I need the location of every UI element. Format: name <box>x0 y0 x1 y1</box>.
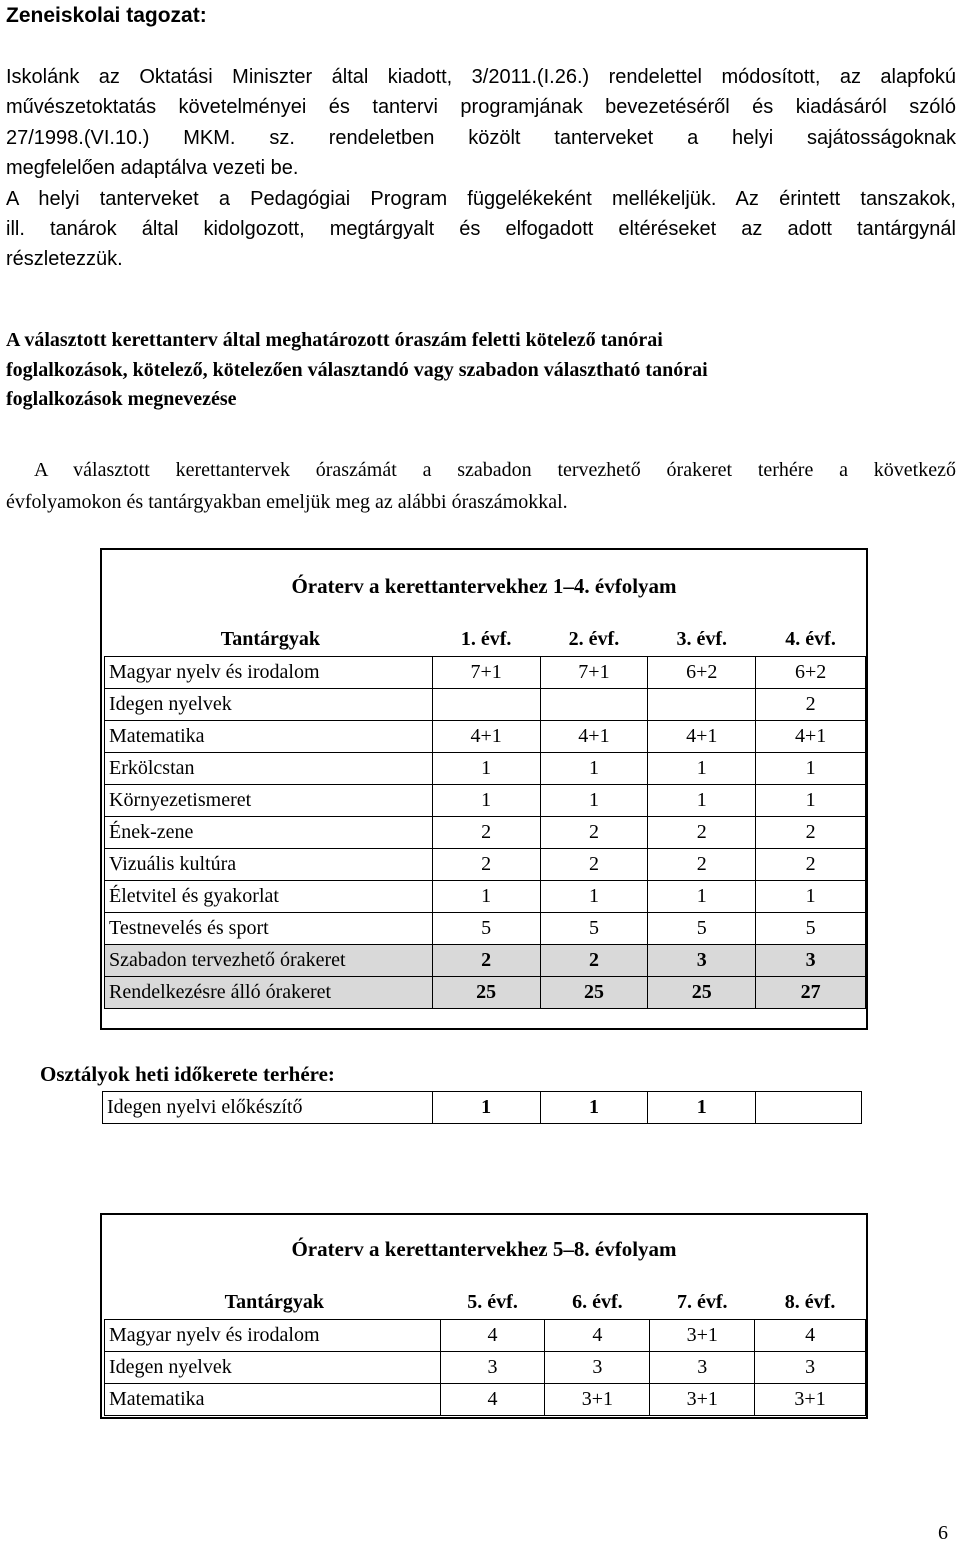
table-row <box>105 1383 866 1415</box>
table-row <box>105 1351 866 1383</box>
hours-cell: 4 <box>440 1319 545 1351</box>
hours-cell: 7+1 <box>540 656 648 688</box>
table-row <box>105 784 866 816</box>
hours-cell: 3 <box>648 944 756 976</box>
intro-line: A helyi tanterveket a Pedagógiai Program függelékeként mellékeljük. Az érintett tanszakok, <box>6 187 956 210</box>
hours-cell: 1 <box>432 1092 540 1124</box>
hours-cell <box>432 688 540 720</box>
hours-cell: 4 <box>440 1383 545 1415</box>
bold-paragraph <box>6 326 956 415</box>
hours-cell: 3 <box>755 1351 866 1383</box>
subject-cell: Környezetismeret <box>105 784 433 816</box>
table-row <box>105 656 866 688</box>
column-header-grade: 4. évf. <box>756 624 866 656</box>
page-number: 6 <box>938 1522 948 1544</box>
column-header-grade: 2. évf. <box>540 624 648 656</box>
hours-cell: 1 <box>756 784 866 816</box>
column-header-grade: 8. évf. <box>755 1287 866 1319</box>
hours-cell: 2 <box>540 944 648 976</box>
hours-cell: 3+1 <box>755 1383 866 1415</box>
hours-cell <box>540 688 648 720</box>
subject-cell: Életvitel és gyakorlat <box>105 880 433 912</box>
hours-cell: 2 <box>540 816 648 848</box>
column-header-grade: 1. évf. <box>432 624 540 656</box>
table-row <box>105 912 866 944</box>
hours-cell: 4+1 <box>648 720 756 752</box>
hours-cell: 1 <box>648 752 756 784</box>
table1-title: Óraterv a kerettantervekhez 1–4. évfolyam <box>291 574 677 598</box>
subject-cell: Matematika <box>105 1383 441 1415</box>
table2-title: Óraterv a kerettantervekhez 5–8. évfolyam <box>291 1237 677 1261</box>
table-row <box>105 976 866 1008</box>
column-header-grade: 5. évf. <box>440 1287 545 1319</box>
hours-cell: 4 <box>755 1319 866 1351</box>
table1-grid <box>104 624 866 1009</box>
hours-cell: 25 <box>432 976 540 1008</box>
hours-paragraph <box>6 455 956 518</box>
intro-line: 27/1998.(VI.10.) MKM. sz. rendeletben közölt tanterveket a helyi sajátosságoknak <box>6 126 956 149</box>
hours-cell: 4 <box>545 1319 650 1351</box>
header-row <box>105 1287 866 1319</box>
subject-cell: Erkölcstan <box>105 752 433 784</box>
subject-cell: Testnevelés és sport <box>105 912 433 944</box>
hours-cell: 2 <box>432 944 540 976</box>
hours-cell: 3 <box>756 944 866 976</box>
intro-line: ill. tanárok által kidolgozott, megtárgyalt és elfogadott eltéréseket az adott tantárgynál <box>6 218 956 241</box>
hours-cell: 1 <box>540 752 648 784</box>
bold-line: A választott kerettanterv által meghatározott óraszám feletti kötelező tanórai <box>6 329 663 351</box>
table-row <box>105 688 866 720</box>
hours-cell: 5 <box>540 912 648 944</box>
intro-paragraph <box>6 62 956 275</box>
hours-cell: 3+1 <box>650 1383 755 1415</box>
hours-cell: 5 <box>648 912 756 944</box>
hours-cell: 2 <box>540 848 648 880</box>
table-row <box>105 1319 866 1351</box>
subject-cell: Magyar nyelv és irodalom <box>105 656 433 688</box>
hours-cell <box>756 1092 862 1124</box>
hours-cell: 1 <box>756 880 866 912</box>
subject-cell: Szabadon tervezhető órakeret <box>105 944 433 976</box>
hours-cell: 1 <box>756 752 866 784</box>
hours-cell: 25 <box>540 976 648 1008</box>
hours-cell: 7+1 <box>432 656 540 688</box>
subject-cell: Idegen nyelvek <box>105 688 433 720</box>
hours-cell: 1 <box>540 1092 648 1124</box>
hours-cell: 1 <box>648 1092 756 1124</box>
subject-cell: Matematika <box>105 720 433 752</box>
table-row <box>105 848 866 880</box>
subject-cell: Idegen nyelvek <box>105 1351 441 1383</box>
table-row <box>105 944 866 976</box>
hours-cell: 5 <box>432 912 540 944</box>
intro-line: részletezzük. <box>6 248 123 271</box>
table-row <box>105 720 866 752</box>
hours-cell: 1 <box>432 784 540 816</box>
intro-line: megfelelően adaptálva vezeti be. <box>6 157 299 180</box>
hours-cell: 3+1 <box>650 1319 755 1351</box>
table-row <box>105 816 866 848</box>
hours-cell: 5 <box>756 912 866 944</box>
intro-line: művészetoktatás követelményei és tantervi programjának bevezetéséről és kiadásáról szóló <box>6 96 956 119</box>
hours-cell: 1 <box>432 880 540 912</box>
hours-cell: 1 <box>648 880 756 912</box>
header-row <box>105 624 866 656</box>
hours-cell: 1 <box>648 784 756 816</box>
section-heading: Zeneiskolai tagozat: <box>6 4 207 27</box>
hours-cell: 3 <box>440 1351 545 1383</box>
hours-cell: 2 <box>648 848 756 880</box>
hours-cell: 2 <box>648 816 756 848</box>
hours-cell: 3 <box>650 1351 755 1383</box>
hours-cell <box>648 688 756 720</box>
hours-cell: 25 <box>648 976 756 1008</box>
column-header-subject: Tantárgyak <box>220 628 320 651</box>
hours-cell: 3+1 <box>545 1383 650 1415</box>
bold-line: foglalkozások, kötelező, kötelezően választandó vagy szabadon választható tanórai <box>6 358 708 381</box>
hours-line: A választott kerettantervek óraszámát a szabadon tervezhető órakeret terhére a következő <box>34 459 956 481</box>
hours-cell: 4+1 <box>432 720 540 752</box>
subject-cell: Idegen nyelvi előkészítő <box>103 1092 433 1124</box>
intro-line: Iskolánk az Oktatási Miniszter által kiadott, 3/2011.(I.26.) rendelettel módosított, az alapfokú <box>6 66 956 88</box>
column-header-subject: Tantárgyak <box>224 1291 324 1314</box>
hours-cell: 4+1 <box>540 720 648 752</box>
hours-cell: 3 <box>545 1351 650 1383</box>
hours-cell: 1 <box>540 784 648 816</box>
subject-cell: Ének-zene <box>105 816 433 848</box>
subject-cell: Magyar nyelv és irodalom <box>105 1319 441 1351</box>
hours-cell: 2 <box>756 848 866 880</box>
osztaly-table <box>102 1091 862 1124</box>
table-row <box>103 1092 862 1124</box>
bold-line: foglalkozások megnevezése <box>6 388 237 410</box>
table2-frame <box>100 1213 868 1419</box>
subject-cell: Rendelkezésre álló órakeret <box>105 976 433 1008</box>
hours-cell: 2 <box>756 816 866 848</box>
hours-cell: 2 <box>756 688 866 720</box>
hours-cell: 27 <box>756 976 866 1008</box>
table1-frame <box>100 548 868 1030</box>
table2-grid <box>104 1287 866 1416</box>
column-header-grade: 7. évf. <box>650 1287 755 1319</box>
column-header-grade: 6. évf. <box>545 1287 650 1319</box>
hours-cell: 6+2 <box>648 656 756 688</box>
hours-cell: 4+1 <box>756 720 866 752</box>
osztaly-title: Osztályok heti időkerete terhére: <box>40 1062 335 1086</box>
hours-cell: 2 <box>432 848 540 880</box>
hours-cell: 1 <box>540 880 648 912</box>
hours-cell: 2 <box>432 816 540 848</box>
table-row <box>105 752 866 784</box>
column-header-grade: 3. évf. <box>648 624 756 656</box>
hours-cell: 6+2 <box>756 656 866 688</box>
subject-cell: Vizuális kultúra <box>105 848 433 880</box>
hours-line: évfolyamokon és tantárgyakban emeljük meg az alábbi óraszámokkal. <box>6 490 568 513</box>
table-row <box>105 880 866 912</box>
hours-cell: 1 <box>432 752 540 784</box>
